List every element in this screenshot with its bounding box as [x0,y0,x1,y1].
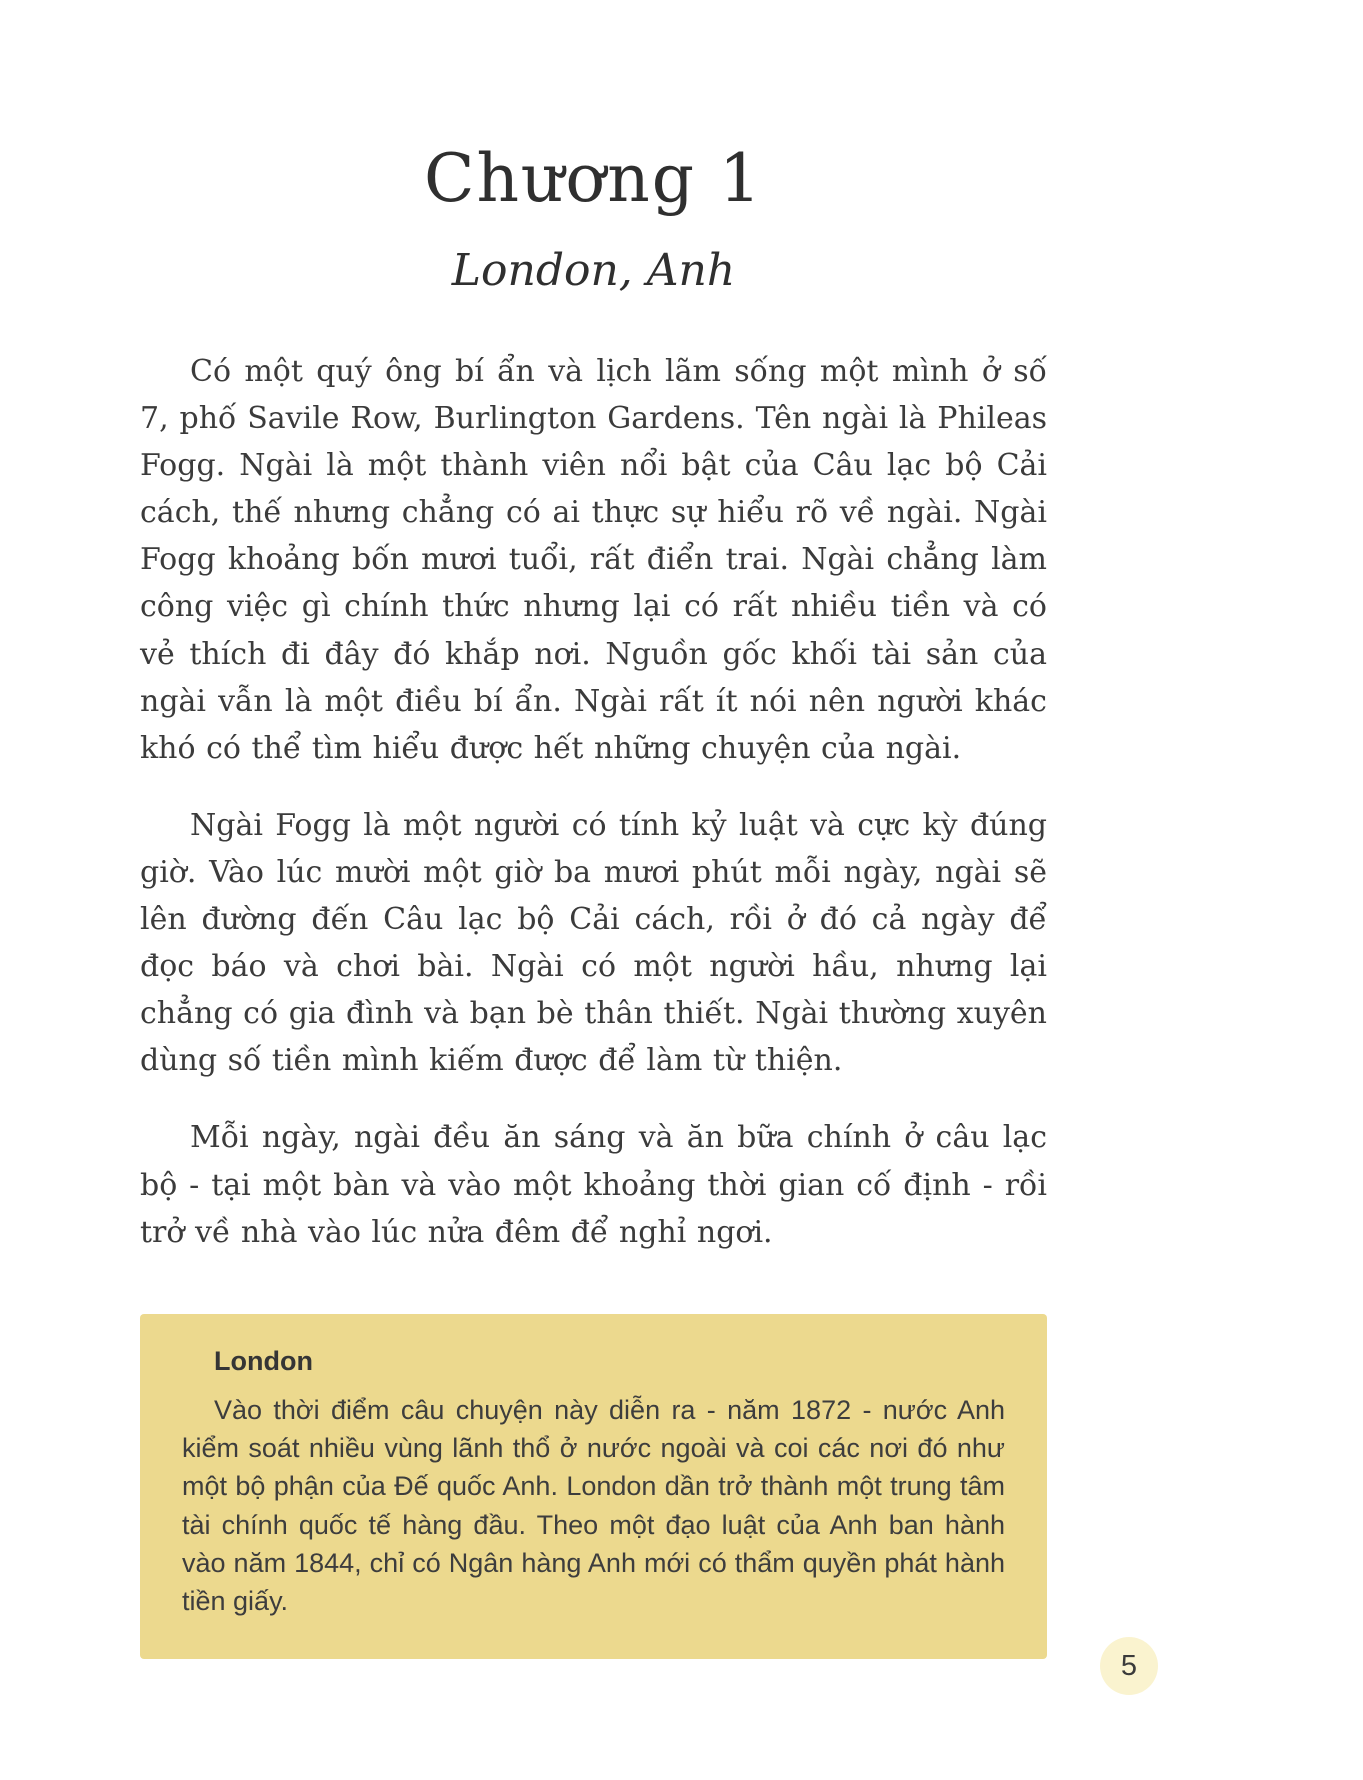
info-box [140,1314,1047,1659]
info-box-heading: London [214,1345,313,1376]
body-paragraph-3: Mỗi ngày, ngài đều ăn sáng và ăn bữa chính ở câu lạc bộ - tại một bàn và vào một khoảng thời gian cố định - rồi trở về nhà vào lúc nửa đêm để nghỉ ngơi. [140,1120,1047,1250]
page-content [140,0,1047,1659]
body-text [140,348,1047,1256]
body-paragraph-1: Có một quý ông bí ẩn và lịch lãm sống một mình ở số 7, phố Savile Row, Burlington Gardens. Tên ngài là Phileas Fogg. Ngài là một thành viên nổi bật của Câu lạc bộ Cải cách, thế nhưng chẳng có ai thực sự hiểu rõ về ngài. Ngài Fogg khoảng bốn mươi tuổi, rất điển trai. Ngài chẳng làm công việc gì chính thức nhưng lại có rất nhiều tiền và có vẻ thích đi đây đó khắp nơi. Nguồn gốc khối tài sản của ngài vẫn là một điều bí ẩn. Ngài rất ít nói nên người khác khó có thể tìm hiểu được hết những chuyện của ngài. [140,354,1047,766]
info-box-text: Vào thời điểm câu chuyện này diễn ra - năm 1872 - nước Anh kiểm soát nhiều vùng lãnh thổ ở nước ngoài và coi các nơi đó như một bộ phận của Đế quốc Anh. London dần trở thành một trung tâm tài chính quốc tế hàng đầu. Theo một đạo luật của Anh ban hành vào năm 1844, chỉ có Ngân hàng Anh mới có thẩm quyền phát hành tiền giấy. [182,1394,1005,1617]
body-paragraph-2: Ngài Fogg là một người có tính kỷ luật và cực kỳ đúng giờ. Vào lúc mười một giờ ba mươi phút mỗi ngày, ngài sẽ lên đường đến Câu lạc bộ Cải cách, rồi ở đó cả ngày để đọc báo và chơi bài. Ngài có một người hầu, nhưng lại chẳng có gia đình và bạn bè thân thiết. Ngài thường xuyên dùng số tiền mình kiếm được để làm từ thiện. [140,807,1047,1079]
chapter-subtitle: London, Anh [451,245,736,296]
page-number-badge [1100,1637,1158,1695]
chapter-title: Chương 1 [424,140,763,217]
page-number: 5 [1120,1649,1138,1682]
